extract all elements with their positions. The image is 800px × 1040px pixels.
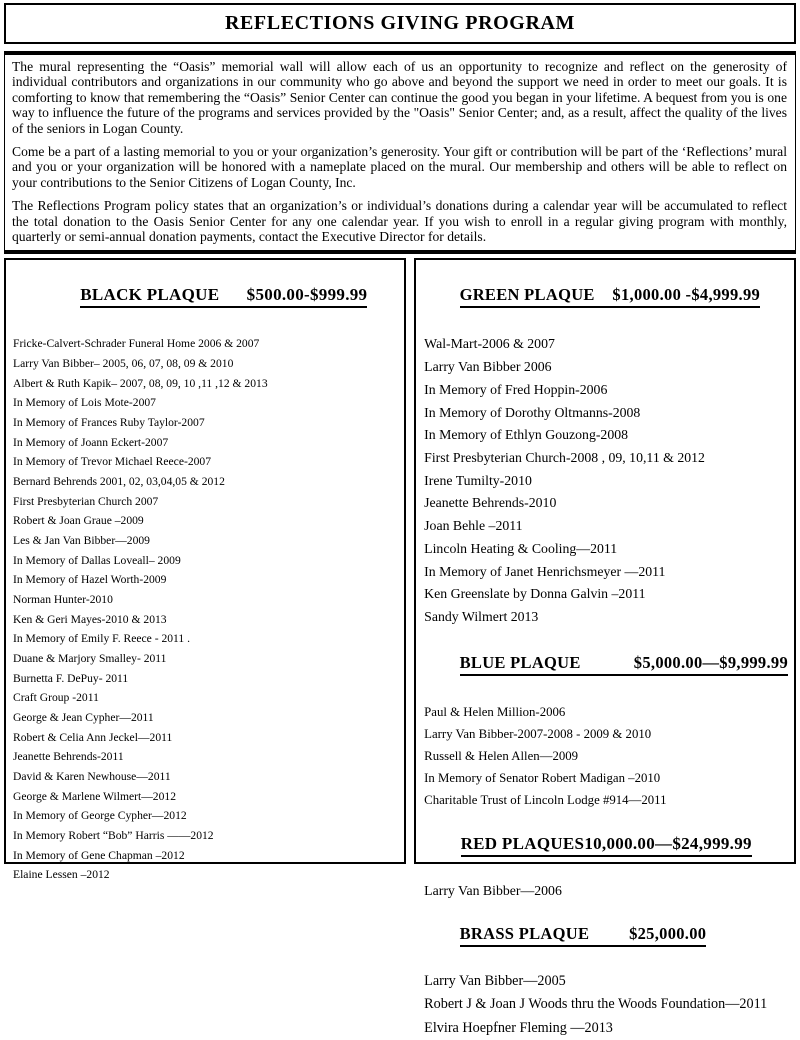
- list-item: David & Karen Newhouse—2011: [13, 769, 171, 783]
- plaque-columns: [4, 258, 796, 1036]
- list-item: First Presbyterian Church-2008 , 09, 10,11 & 2012: [424, 449, 705, 465]
- list-item: Ken & Geri Mayes-2010 & 2013: [13, 612, 167, 626]
- list-item: Larry Van Bibber 2006: [424, 359, 552, 375]
- list-item: In Memory of Lois Mote-2007: [13, 396, 156, 410]
- list-item: In Memory of Senator Robert Madigan –2010: [424, 770, 661, 785]
- list-item: Larry Van Bibber– 2005, 06, 07, 08, 09 & 2010: [13, 357, 234, 371]
- list-item: In Memory of Emily F. Reece - 2011 .: [13, 632, 191, 646]
- list-item: Robert & Joan Graue –2009: [13, 514, 144, 528]
- list-item: Larry Van Bibber—2005: [424, 972, 566, 989]
- list-item: Elvira Hoepfner Fleming —2013: [424, 1019, 613, 1036]
- black-plaque-list: [13, 334, 398, 884]
- list-item: In Memory of Fred Hoppin-2006: [424, 381, 608, 397]
- document-page: [0, 3, 800, 1036]
- blue-plaque-list: [424, 701, 788, 811]
- list-item: Larry Van Bibber-2007-2008 - 2009 & 2010: [424, 726, 652, 741]
- intro-box: [4, 51, 796, 254]
- green-plaque-list: [424, 333, 788, 628]
- brass-plaque-heading-text: BRASS PLAQUE $25,000.00: [460, 924, 707, 947]
- blue-plaque-heading-text: BLUE PLAQUE $5,000.00—$9,999.99: [460, 653, 788, 676]
- list-item: Joan Behle –2011: [424, 518, 523, 534]
- list-item: George & Jean Cypher—2011: [13, 710, 154, 724]
- list-item: In Memory of Trevor Michael Reece-2007: [13, 455, 212, 469]
- list-item: In Memory of Joann Eckert-2007: [13, 435, 169, 449]
- brass-plaque-list: [424, 970, 788, 1040]
- list-item: Ken Greenslate by Donna Galvin –2011: [424, 586, 646, 602]
- intro-paragraph-2: Come be a part of a lasting memorial to you or your organization’s generosity. Your gift or contribution will be part of the ‘Reflections’ mural and you or your organization will be honored with a nameplate placed on the mural. Our membership and others will be able to reflect on your contributions to the Senior Citizens of Logan County, Inc.: [12, 144, 787, 190]
- brass-plaque-heading: [424, 904, 788, 967]
- list-item: Lincoln Heating & Cooling—2011: [424, 540, 618, 556]
- list-item: Russell & Helen Allen—2009: [424, 748, 579, 763]
- list-item: In Memory of Hazel Worth-2009: [13, 573, 167, 587]
- page-title: REFLECTIONS GIVING PROGRAM: [224, 12, 576, 34]
- red-plaque-heading-text: RED PLAQUES10,000.00—$24,999.99: [461, 834, 752, 857]
- green-plaque-heading: [424, 265, 788, 328]
- list-item: In Memory of Janet Henrichsmeyer —2011: [424, 563, 666, 579]
- black-plaque-panel: [4, 258, 406, 882]
- intro-paragraph-3: The Reflections Program policy states that an organization’s or individual’s donations during a calendar year will be accumulated to reflect the total donation to the Oasis Senior Center for any one calendar year. If you wish to enroll in a regular giving program with monthly, quarterly or semi-annual donation payments, contact the Executive Director for details.: [12, 198, 787, 245]
- red-plaque-heading: [424, 814, 788, 877]
- list-item: In Memory of Ethlyn Gouzong-2008: [424, 427, 629, 443]
- black-plaque-heading-text: BLACK PLAQUE $500.00-$999.99: [80, 285, 367, 308]
- title-box: [4, 3, 796, 44]
- green-plaque-heading-text: GREEN PLAQUE $1,000.00 -$4,999.99: [460, 285, 760, 308]
- list-item: In Memory of George Cypher—2012: [13, 809, 187, 823]
- list-item: In Memory of Dorothy Oltmanns-2008: [424, 404, 641, 420]
- list-item: Robert & Celia Ann Jeckel—2011: [13, 730, 173, 744]
- list-item: Elaine Lessen –2012: [13, 868, 110, 882]
- list-item: Bernard Behrends 2001, 02, 03,04,05 & 2012: [13, 475, 225, 489]
- list-item: Duane & Marjory Smalley- 2011: [13, 651, 167, 665]
- right-plaque-panel: [414, 258, 796, 1036]
- list-item: Les & Jan Van Bibber—2009: [13, 534, 150, 548]
- intro-paragraph-1: The mural representing the “Oasis” memorial wall will allow each of us an opportunity to recognize and reflect on the generosity of individual contributors and organizations in our community who go above and beyond the support we need in order to meet our goals. It is comforting to know that remembering the “Oasis” Senior Center can continue the good you began in your lifetime. A bequest from you is one way to influence the future of the programs and services provided by the "Oasis" Senior Center; and, as a result, affect the quality of the lives of the seniors in Logan County.: [12, 59, 787, 136]
- list-item: Sandy Wilmert 2013: [424, 608, 539, 624]
- red-plaque-list: [424, 880, 788, 902]
- list-item: In Memory of Dallas Loveall– 2009: [13, 553, 181, 567]
- black-plaque-heading: [13, 265, 398, 328]
- list-item: In Memory of Gene Chapman –2012: [13, 848, 185, 862]
- list-item: Wal-Mart-2006 & 2007: [424, 336, 555, 352]
- list-item: In Memory of Frances Ruby Taylor-2007: [13, 416, 205, 430]
- list-item: George & Marlene Wilmert—2012: [13, 789, 176, 803]
- list-item: Paul & Helen Million-2006: [424, 704, 566, 719]
- list-item: Norman Hunter-2010: [13, 593, 113, 606]
- list-item: Fricke-Calvert-Schrader Funeral Home 2006 & 2007: [13, 337, 260, 351]
- list-item: First Presbyterian Church 2007: [13, 494, 159, 508]
- list-item: Jeanette Behrends-2011: [13, 750, 124, 764]
- list-item: Larry Van Bibber—2006: [424, 882, 562, 898]
- list-item: Irene Tumilty-2010: [424, 472, 532, 488]
- blue-plaque-heading: [424, 633, 788, 696]
- list-item: In Memory Robert “Bob” Harris ——2012: [13, 828, 214, 842]
- list-item: Jeanette Behrends-2010: [424, 495, 557, 511]
- list-item: Burnetta F. DePuy- 2011: [13, 671, 129, 685]
- list-item: Craft Group -2011: [13, 691, 99, 705]
- list-item: Charitable Trust of Lincoln Lodge #914—2011: [424, 792, 667, 807]
- list-item: Albert & Ruth Kapik– 2007, 08, 09, 10 ,11 ,12 & 2013: [13, 376, 268, 390]
- list-item: Robert J & Joan J Woods thru the Woods Foundation—2011: [424, 996, 768, 1013]
